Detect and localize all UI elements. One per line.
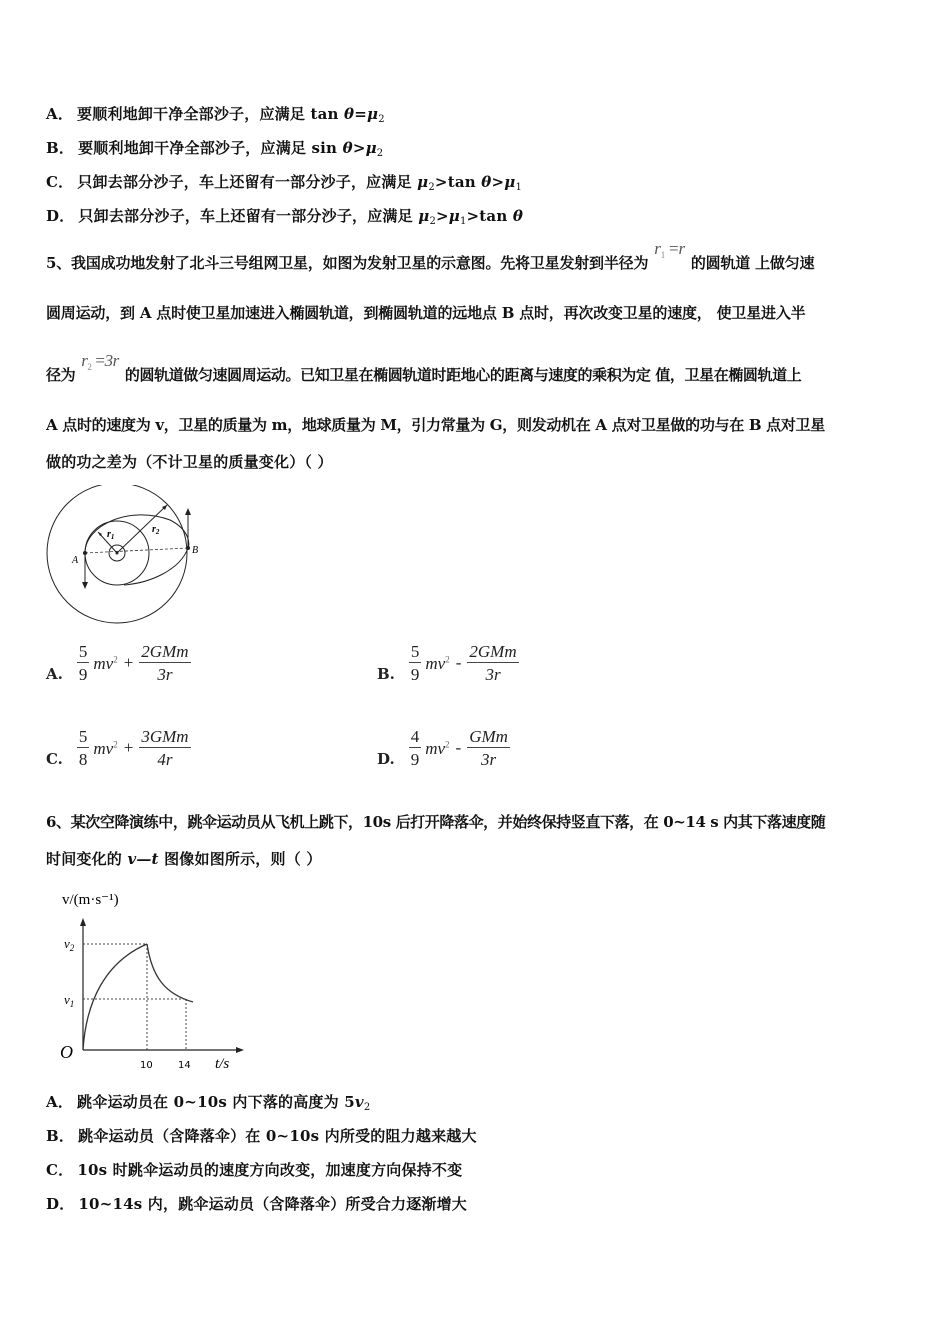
prev-option-c <box>46 171 522 193</box>
operator: + <box>123 738 134 757</box>
relation: > <box>436 207 449 225</box>
option-text: 跳伞运动员（含降落伞）在 0~10s 内所受的阻力越来越大 <box>78 1127 477 1145</box>
operator: - <box>455 738 462 757</box>
arrow-down-icon <box>82 582 88 589</box>
q5-line-3 <box>46 351 802 386</box>
mu-symbol: μ <box>365 139 377 157</box>
option-text: 10~14s 内，跳伞运动员（含降落伞）所受合力逐渐增大 <box>78 1195 468 1213</box>
operator: + <box>123 653 134 672</box>
q5-line-5: 做的功之差为（不计卫星的质量变化）（ ） <box>46 453 333 471</box>
q6-option-a[interactable] <box>46 1091 370 1113</box>
option-label: A． <box>46 105 74 123</box>
theta-symbol: θ <box>342 139 353 157</box>
arrow-up-icon <box>185 508 191 515</box>
q6-option-d[interactable] <box>46 1193 467 1214</box>
denominator: 4r <box>157 750 173 769</box>
option-text: 只卸去部分沙子，车上还留有一部分沙子，应满足 <box>78 207 419 225</box>
denominator: 8 <box>78 750 88 769</box>
vt-curve-rising <box>83 944 147 1050</box>
mu-symbol: μ <box>367 105 379 123</box>
x-axis-label: t/s <box>215 1056 230 1072</box>
y-tick-v1: $v_1$ <box>64 992 75 1009</box>
r-symbol: r <box>654 239 661 258</box>
relation: > <box>491 173 505 191</box>
relation: >tan <box>434 173 482 191</box>
r2-arrow <box>117 505 167 553</box>
question-number: 6、 <box>46 813 71 831</box>
coefficient-fraction <box>77 728 90 768</box>
label-r2 <box>152 524 160 536</box>
denominator: 3r <box>157 665 173 684</box>
denominator: 9 <box>78 665 88 684</box>
denominator: 9 <box>410 665 420 684</box>
y-tick-v2: $v_2$ <box>64 936 75 953</box>
numerator: 2GMm <box>141 642 189 661</box>
subscript: 2 <box>87 362 92 372</box>
q6-option-b[interactable] <box>46 1125 477 1146</box>
gravity-fraction <box>467 728 510 768</box>
label-b: B <box>192 545 199 556</box>
mv-term <box>93 739 117 759</box>
mu-symbol: μ <box>504 173 516 191</box>
x-tick-14: 14 <box>178 1060 191 1071</box>
theta-symbol: θ <box>481 173 492 191</box>
q6-line-2 <box>46 848 322 869</box>
theta-symbol: θ <box>512 207 524 225</box>
option-label: A． <box>46 1093 74 1111</box>
q5-line-1 <box>46 239 815 274</box>
q5-option-c[interactable] <box>46 728 191 768</box>
numerator: 2GMm <box>469 642 517 661</box>
operator: - <box>455 653 462 672</box>
numerator: 4 <box>410 727 420 746</box>
question-text: 我国成功地发射了北斗三号组网卫星，如图为发射卫星的示意图。先将卫星发射到半径为 <box>71 254 649 272</box>
vt-curve-falling <box>147 944 193 1002</box>
y-axis-label: v/(m·s⁻¹) <box>62 892 119 908</box>
mu-symbol: μ <box>448 207 460 225</box>
q5-option-b[interactable] <box>377 643 519 683</box>
numerator: 5 <box>78 642 88 661</box>
mv-term <box>425 654 449 674</box>
subscript: 2 <box>363 1102 371 1113</box>
subscript: 1 <box>459 216 467 227</box>
numerator: 5 <box>410 642 420 661</box>
mu-symbol: μ <box>418 207 430 225</box>
q5-line-2: 圆周运动，到 A 点时使卫星加速进入椭圆轨道，到椭圆轨道的远地点 B 点时，再次改变卫星的速度， 使卫星进入半 <box>46 304 806 322</box>
subscript: 2 <box>376 148 384 159</box>
v-symbol: v <box>354 1093 364 1111</box>
mu-symbol: μ <box>417 173 429 191</box>
subscript: 2 <box>378 114 385 125</box>
option-label: A. <box>46 665 63 683</box>
option-text: 跳伞运动员在 0~10s 内下落的高度为 5 <box>77 1093 355 1111</box>
equals: = <box>91 351 105 370</box>
equals: = <box>665 239 679 258</box>
relation: = <box>354 105 368 123</box>
coefficient-fraction <box>77 643 90 683</box>
option-label: B. <box>377 665 395 683</box>
r-symbol: r <box>81 351 88 370</box>
vt-symbol: v—t <box>127 850 159 868</box>
label-r1 <box>107 529 114 541</box>
coefficient-fraction <box>409 643 422 683</box>
option-label: C． <box>46 1161 74 1179</box>
rhs: 3r <box>104 351 119 370</box>
arrow-right-icon <box>236 1047 244 1053</box>
r-symbol: r <box>152 524 156 535</box>
question-text: 的圆轨道 上做匀速 <box>690 254 815 272</box>
question-text: 图像如图所示，则（ ） <box>158 850 322 868</box>
gravity-fraction <box>139 643 190 683</box>
origin-label: O <box>60 1042 73 1062</box>
subscript: 1 <box>515 182 523 193</box>
mv-term <box>425 739 449 759</box>
q5-line-4: A 点时的速度为 v，卫星的质量为 m，地球质量为 M，引力常量为 G，则发动机在 A 点对卫星做的功与在 B 点对卫星 <box>46 416 825 434</box>
mv: mv <box>425 654 446 673</box>
denominator: 3r <box>481 750 497 769</box>
q6-line-1 <box>46 811 825 832</box>
numerator: 3GMm <box>141 727 189 746</box>
option-label: D. <box>377 750 395 768</box>
prev-option-a <box>46 103 385 125</box>
option-label: C． <box>46 173 74 191</box>
exponent: 2 <box>113 654 118 665</box>
option-text: 10s 时跳伞运动员的速度方向改变，加速度方向保持不变 <box>77 1161 463 1179</box>
r1-formula <box>654 239 685 260</box>
option-text: 只卸去部分沙子，车上还留有一部分沙子，应满足 <box>77 173 418 191</box>
q5-option-d[interactable] <box>377 728 510 768</box>
option-label: C. <box>46 750 63 768</box>
prev-option-d <box>46 205 523 227</box>
mv: mv <box>93 739 114 758</box>
arrow-up-icon <box>80 918 86 926</box>
option-label: D． <box>46 207 75 225</box>
q5-option-a[interactable] <box>46 643 191 683</box>
question-text: 径为 <box>46 366 76 384</box>
theta-symbol: θ <box>344 105 355 123</box>
prev-option-b <box>46 137 383 159</box>
r-symbol: r <box>107 529 111 540</box>
subscript: 2 <box>429 216 436 227</box>
question-number: 5、 <box>46 254 72 272</box>
option-label: B． <box>46 139 75 157</box>
rhs: r <box>678 239 685 258</box>
question-text: 的圆轨道做匀速圆周运动。已知卫星在椭圆轨道时距地心的距离与速度的乘积为定 值，卫星在椭圆轨道上 <box>124 366 802 384</box>
option-text: 要顺利地卸干净全部沙子，应满足 sin <box>78 139 343 157</box>
exponent: 2 <box>445 654 450 665</box>
vt-graph <box>50 882 250 1074</box>
gravity-fraction <box>467 643 518 683</box>
option-label: D． <box>46 1195 75 1213</box>
coefficient-fraction <box>409 728 422 768</box>
relation: >tan <box>466 207 513 225</box>
mv-term <box>93 654 117 674</box>
question-text: 时间变化的 <box>46 850 128 868</box>
mv: mv <box>93 654 114 673</box>
q6-option-c[interactable] <box>46 1159 462 1180</box>
dashed-axis <box>85 548 188 553</box>
subscript: 2 <box>428 182 435 193</box>
label-a: A <box>72 555 79 566</box>
mv: mv <box>425 739 446 758</box>
orbit-diagram <box>40 485 220 625</box>
relation: > <box>352 139 366 157</box>
gravity-fraction <box>139 728 190 768</box>
r2-formula <box>81 351 119 372</box>
numerator: 5 <box>78 727 88 746</box>
option-label: B． <box>46 1127 75 1145</box>
subscript: 1 <box>660 250 665 260</box>
subscript: 2 <box>155 528 160 536</box>
option-text: 要顺利地卸干净全部沙子，应满足 tan <box>77 105 345 123</box>
question-text: 某次空降演练中，跳伞运动员从飞机上跳下，10s 后打开降落伞，并始终保持竖直下落，在 0~14 s 内其下落速度随 <box>70 813 826 831</box>
exponent: 2 <box>113 739 118 750</box>
x-tick-10: 10 <box>140 1060 153 1071</box>
numerator: GMm <box>469 727 508 746</box>
denominator: 9 <box>410 750 420 769</box>
exponent: 2 <box>445 739 450 750</box>
denominator: 3r <box>485 665 501 684</box>
subscript: 1 <box>110 533 115 541</box>
